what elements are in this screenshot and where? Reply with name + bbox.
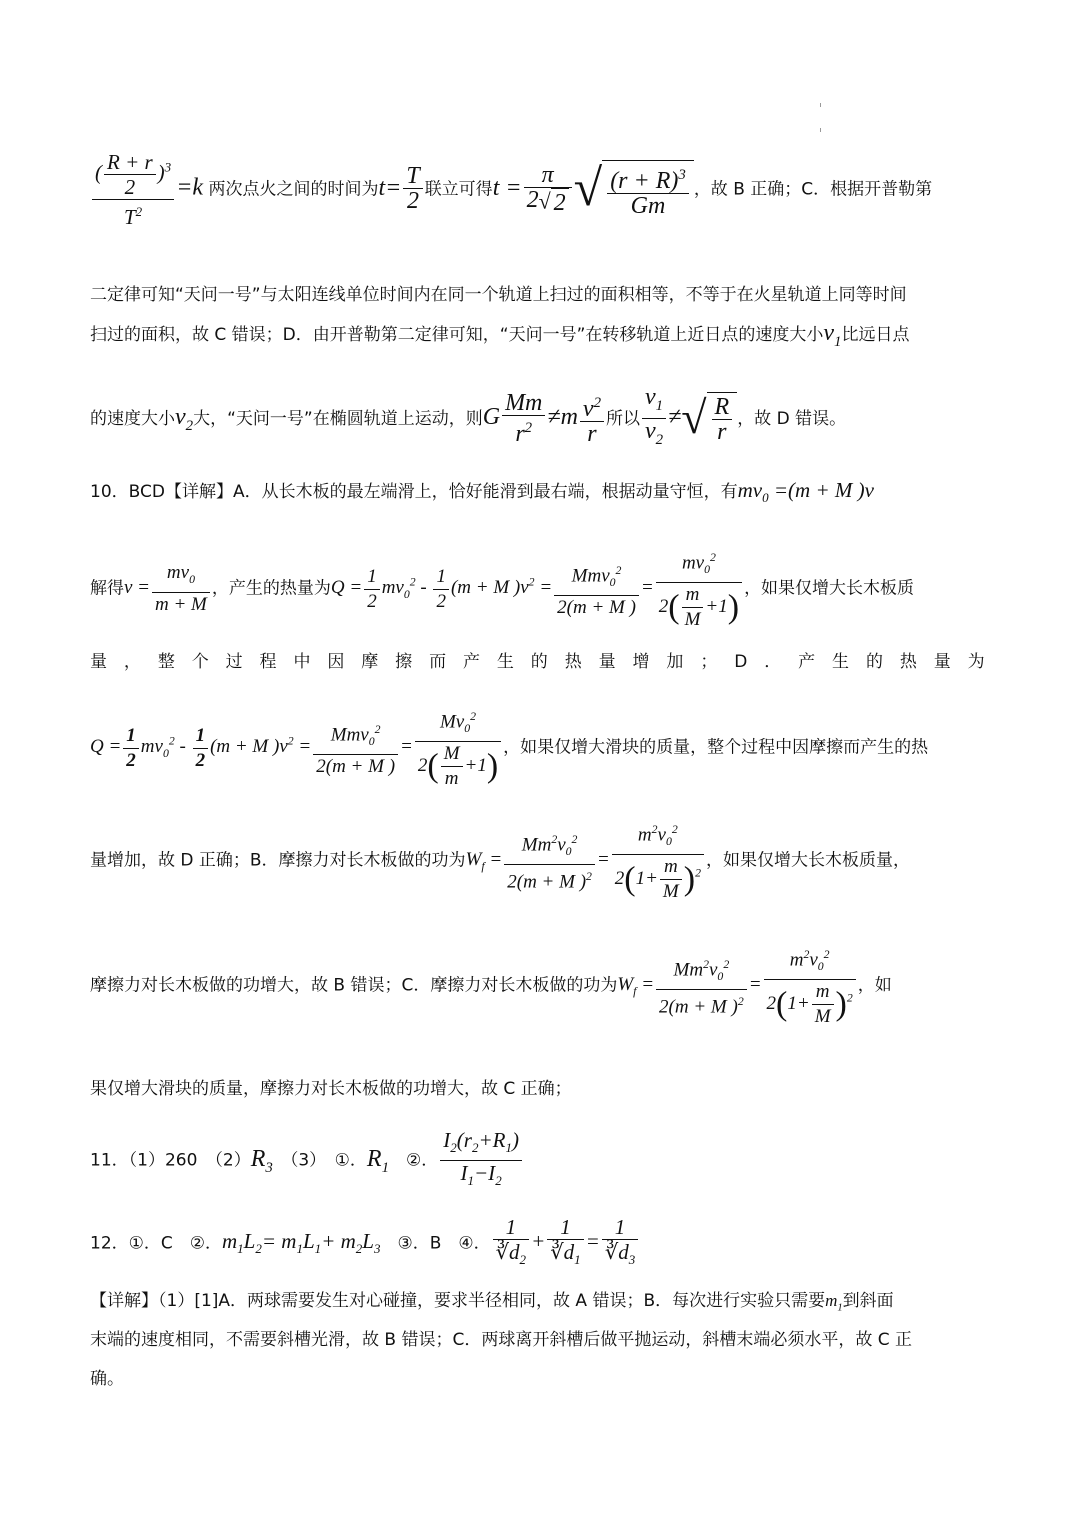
symbol-v1: $v_1$ <box>823 320 842 350</box>
line-15: 末端的速度相同，不需要斜槽光滑，故 B 错误；C．两球离开斜槽后做平抛运动，斜槽末端必须水平，故 C 正 <box>90 1330 913 1350</box>
line-4 <box>90 385 846 452</box>
justified-char: 量 <box>933 652 951 672</box>
text: 所以 <box>606 408 640 429</box>
formula-heat-q1: Q = $\frac{1}{2}$ $mv_0^2$ - $\frac{1}{2}$ (m + M )$v^2$ = $\frac{Mmv_0^2}{2(m + M )}$ = $mv_0^2$ 2( $\frac{m}{M}$ +1) <box>331 577 744 598</box>
justified-char: 量 <box>598 652 616 672</box>
formula-v-solution: v = $\frac{mv_0}{m + M}$ <box>124 577 212 598</box>
justified-char: 程 <box>259 652 277 672</box>
line-13-answer-12 <box>90 1215 640 1272</box>
text: 联立可得 <box>424 179 493 200</box>
justified-char: ， <box>123 652 141 672</box>
text: （3） ①． <box>272 1150 367 1171</box>
line-9 <box>90 818 910 904</box>
formula-momentum-lengths: $m_1L_2= m_1L_1+ m_2L_3$ <box>221 1229 381 1257</box>
text: 到斜面 <box>842 1291 894 1311</box>
justified-char: 摩 <box>361 652 379 672</box>
text: ，如 <box>857 975 892 996</box>
line-1 <box>90 150 932 229</box>
justified-char: ； <box>700 652 718 672</box>
justified-char: 产 <box>462 652 480 672</box>
text: 量增加，故 D 正确；B．摩擦力对长木板做的功为 <box>90 850 466 871</box>
formula-t-equals-half-T: t= $\frac{T}{2}$ <box>378 175 424 201</box>
scan-mark <box>820 128 821 132</box>
justified-char: 中 <box>293 652 311 672</box>
justified-char: D <box>734 652 748 672</box>
text: 比远日点 <box>841 325 910 345</box>
text: 摩擦力对长木板做的功增大，故 B 错误；C．摩擦力对长木板做的功为 <box>90 975 618 996</box>
justified-char: 整 <box>157 652 175 672</box>
justified-char: 过 <box>225 652 243 672</box>
line-12-answer-11 <box>90 1128 524 1193</box>
text: 两次点火之间的时间为 <box>208 179 379 200</box>
justified-char: 的 <box>865 652 883 672</box>
text: ③．B ④． <box>380 1233 491 1254</box>
line-3 <box>90 321 909 354</box>
text: ，故 B 正确；C．根据开普勒第 <box>693 179 933 200</box>
justified-char: 增 <box>632 652 650 672</box>
scan-mark <box>820 103 821 107</box>
text: 解得 <box>90 578 124 599</box>
justified-char: 为 <box>967 652 985 672</box>
text: ，产生的热量为 <box>211 578 331 599</box>
kepler-third-law-formula: ( $\frac{R + r}{2}$ )$^3$ $T^2$ <box>92 150 174 229</box>
text: 【详解】（1）[1]A．两球需要发生对心碰撞，要求半径相同，故 A 错误；B．每次进行实验只需要 <box>90 1291 826 1311</box>
formula-resistance: $\frac{I_2(r_2+R_1)}{I_1-I_2}$ <box>438 1147 524 1171</box>
justified-char: ． <box>764 652 782 672</box>
justified-char: 个 <box>191 652 209 672</box>
line-6 <box>90 546 914 632</box>
formula-work-f2: $W_f$ = $\frac{Mm^2v_0^2}{2(m + M )^2}$ = $m^2v_0^2$ 2(1+ $\frac{m}{M}$ )$^2$ <box>617 974 857 995</box>
formula-cube-root-relation: $\frac{1}{∛d_2}$ + $\frac{1}{∛d_1}$ = $\frac{1}{∛d_3}$ <box>491 1229 641 1253</box>
justified-char: 因 <box>327 652 345 672</box>
text: ②． <box>389 1150 439 1171</box>
line-7 <box>90 650 985 674</box>
symbol-m1: $m_1$ <box>825 1291 843 1314</box>
justified-char: 量 <box>90 652 107 672</box>
justified-char: 而 <box>429 652 447 672</box>
formula-work-f1: $W_f$ = $\frac{Mm^2v_0^2}{2(m + M )^2}$ = $m^2v_0^2$ 2(1+ $\frac{m}{M}$ )$^2$ <box>466 849 706 870</box>
text: 大，“天问一号”在椭圆轨道上运动，则 <box>193 408 483 429</box>
justified-char: 加 <box>666 652 684 672</box>
line-14 <box>90 1289 894 1320</box>
line-8 <box>90 705 928 791</box>
line-10 <box>90 943 892 1029</box>
text: 11．（1）260 （2） <box>90 1150 251 1171</box>
text: 12．①．C ②． <box>90 1233 222 1254</box>
justified-char: 生 <box>832 652 850 672</box>
symbol-R1: $R_1$ <box>366 1145 389 1176</box>
symbol-v2: $v_2$ <box>175 403 194 434</box>
text: 的速度大小 <box>90 408 175 429</box>
text: 10．BCD【详解】A．从长木板的最左端滑上，恰好能滑到最右端，根据动量守恒，有 <box>90 482 738 502</box>
formula-gravity-inequality: G $\frac{Mm}{r^2}$ ≠m $\frac{v^2}{r}$ <box>483 404 606 430</box>
formula-velocity-ratio: $\frac{v_1}{v_2}$ ≠√ $\frac{R}{r}$ <box>640 404 737 430</box>
formula-momentum-conservation: $mv_0 =(m + M$ )v <box>737 478 874 506</box>
justified-char: 的 <box>530 652 548 672</box>
text: ，故 D 错误。 <box>737 408 847 429</box>
line-16: 确。 <box>90 1369 124 1389</box>
justified-char: 热 <box>899 652 917 672</box>
text: ，如果仅增大长木板质量， <box>705 850 910 871</box>
text: 扫过的面积，故 C 错误；D．由开普勒第二定律可知，“天问一号”在转移轨道上近日点的速度大小 <box>90 325 824 345</box>
line-2: 二定律可知“天问一号”与太阳连线单位时间内在同一个轨道上扫过的面积相等，不等于在火星轨道上同等时间 <box>90 285 907 305</box>
formula-t-result: t = $\frac{\pi}{2√ 2}$ √ $\frac{(r + R)^3}{Gm}$ <box>493 175 694 201</box>
symbol-R3: $R_3$ <box>250 1145 273 1176</box>
text: ，如果仅增大长木板质 <box>744 578 915 599</box>
line-5 <box>90 478 874 510</box>
justified-char: 产 <box>798 652 816 672</box>
formula-heat-q2: Q = $\frac{1}{2}$ $mv_0^2$ - $\frac{1}{2}$ (m + M )$v^2$ = $\frac{Mmv_0^2}{2(m + M )}$ = $Mv_0^2$ 2( $\frac{M}{m}$ +1) <box>90 736 503 757</box>
text: ，如果仅增大滑块的质量，整个过程中因摩擦而产生的热 <box>503 737 929 758</box>
justified-char: 热 <box>564 652 582 672</box>
formula-equals-k: =k <box>176 174 204 201</box>
justified-char: 擦 <box>395 652 413 672</box>
justified-char: 生 <box>496 652 514 672</box>
line-11: 果仅增大滑块的质量，摩擦力对长木板做的功增大，故 C 正确； <box>90 1079 572 1099</box>
